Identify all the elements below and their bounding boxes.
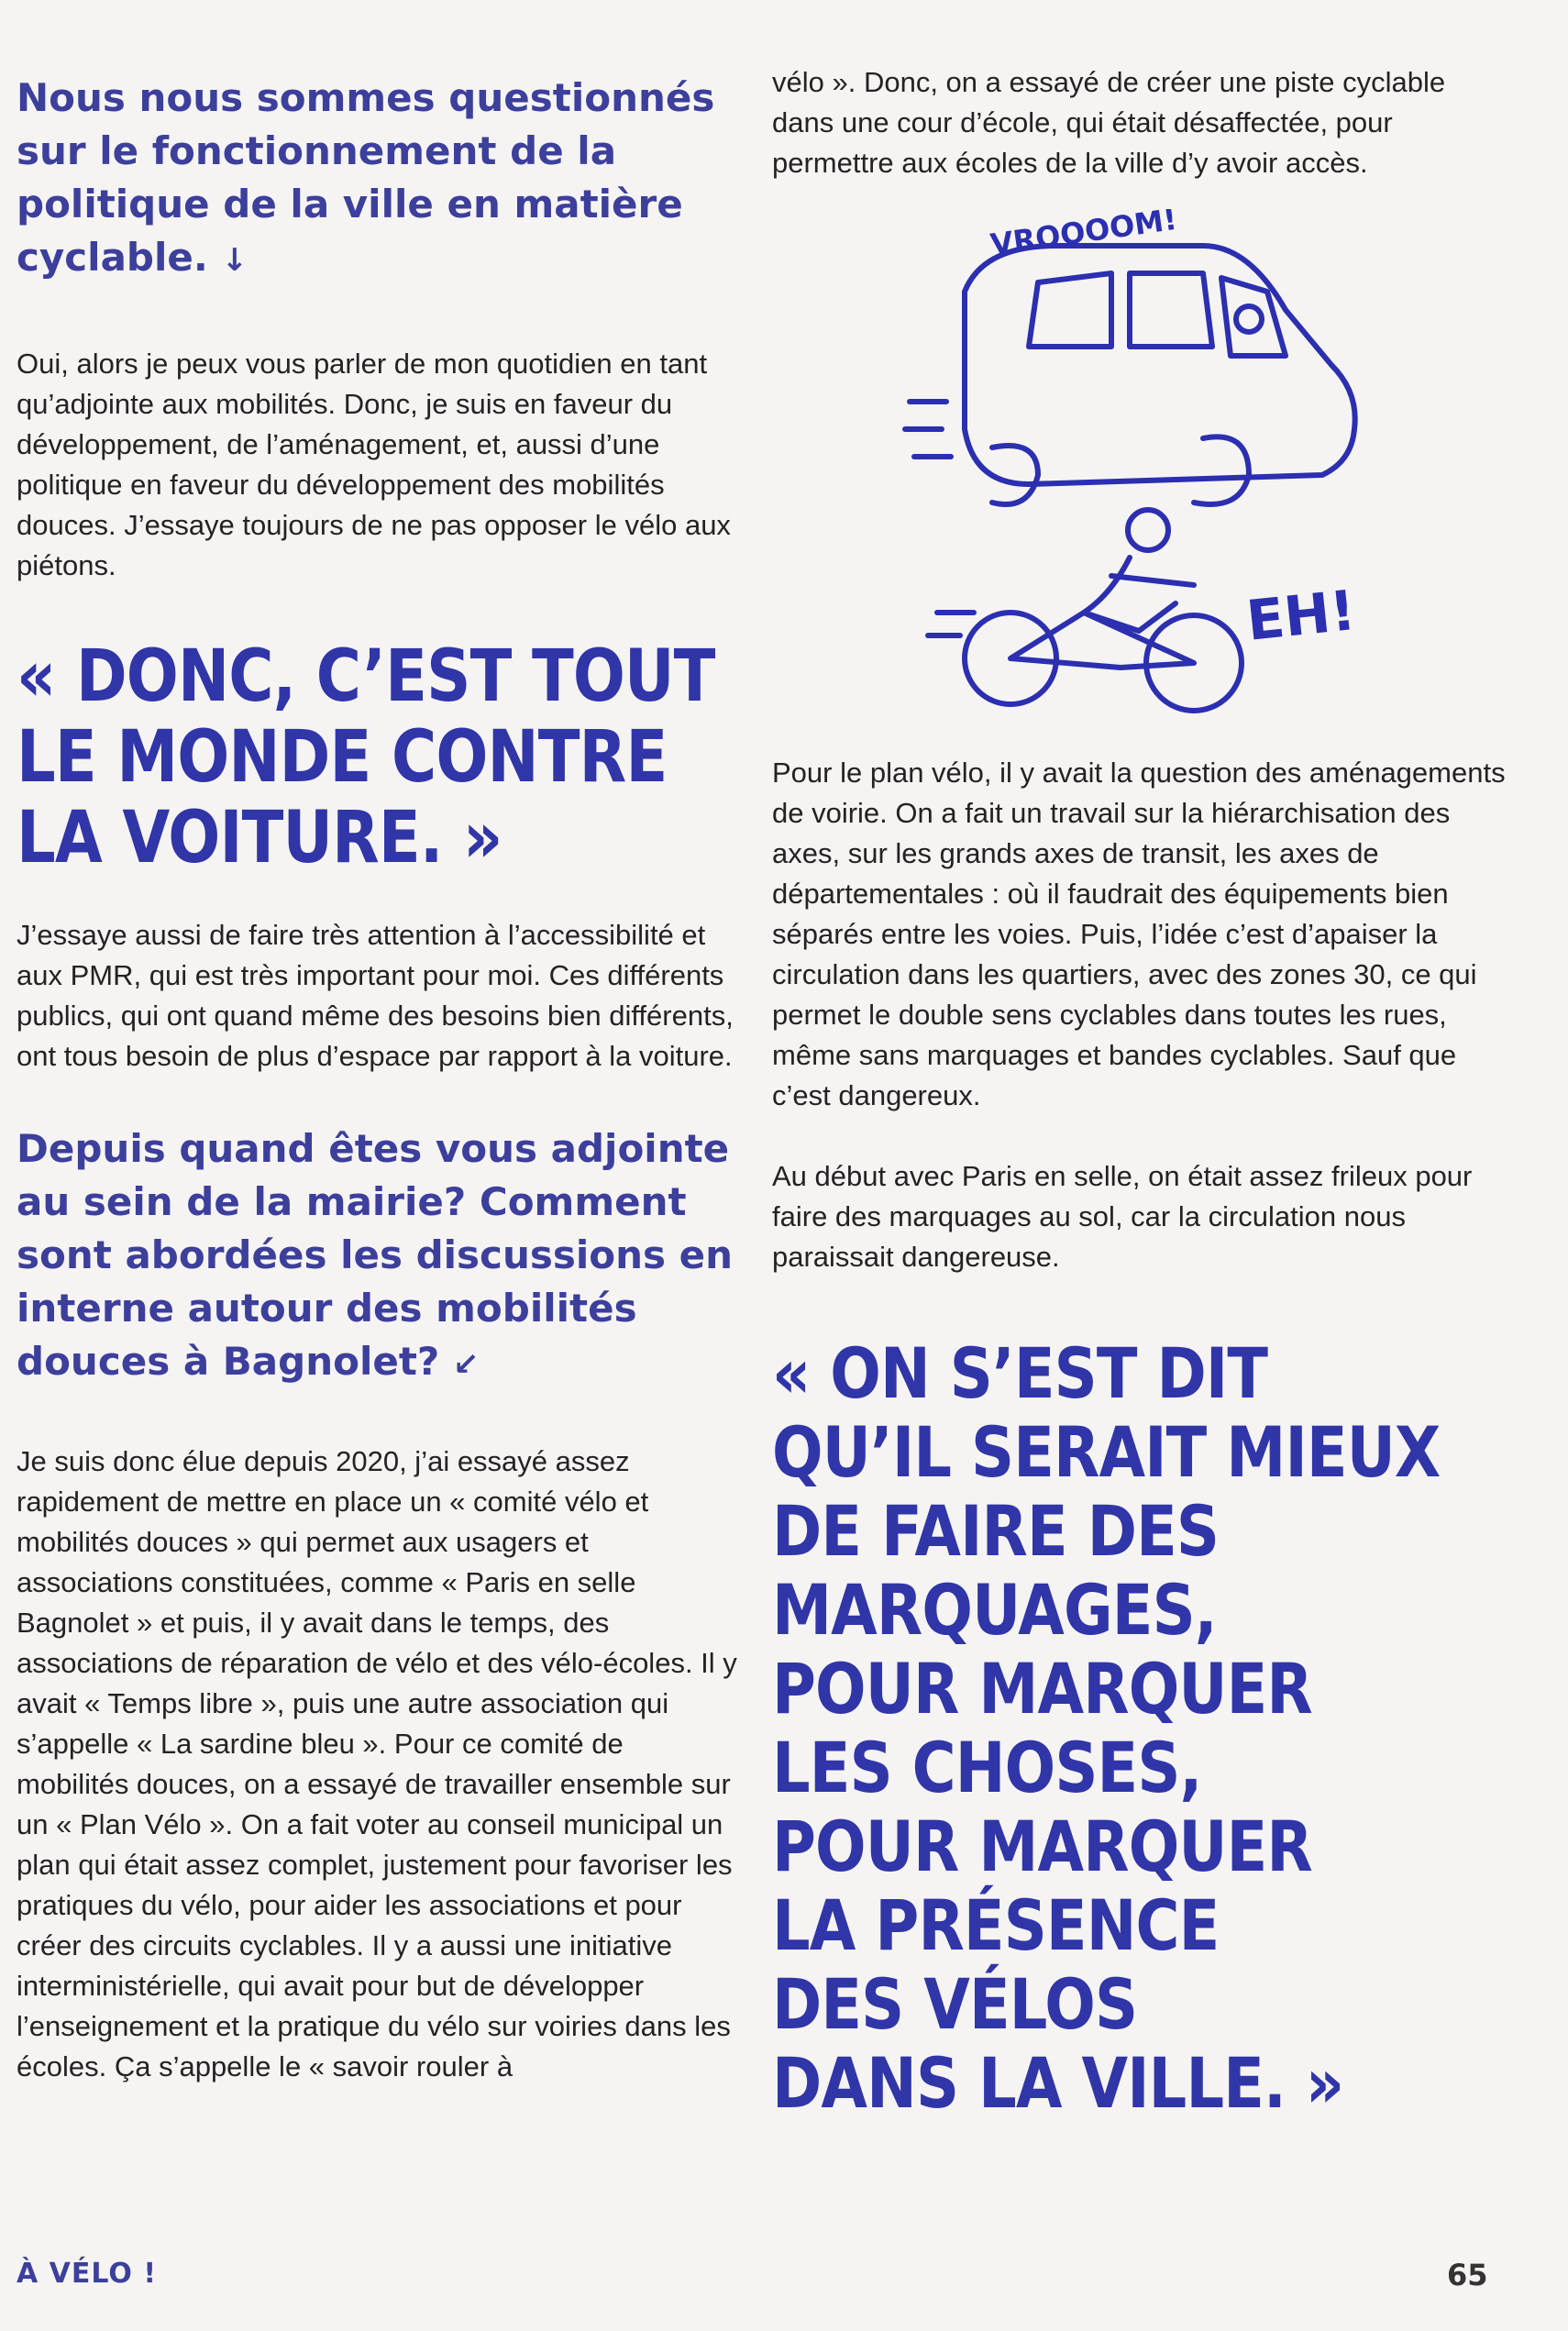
pull-quote-2 [772, 1332, 1441, 2124]
pull-quote-1-line-1: « DONC, C’EST TOUT [17, 635, 715, 718]
answer-paragraph-2: J’essaye aussi de faire très attention à l’accessibilité et aux PMR, qui est très important pour moi. Ces différents publics, qui ont quand même des besoins bien différents, ont tous besoin de plus d’espace par rapport à la voiture. [17, 919, 734, 1072]
right-paragraph-1: vélo ». Donc, on a essayé de créer une piste cyclable dans une cour d’école, qui était désaffectée, pour permettre aux écoles de la ville d’y avoir accès. [772, 66, 1446, 179]
pull-quote-2-line-4: MARQUAGES, [772, 1569, 1217, 1651]
cyclist-arm [1111, 576, 1194, 585]
arrow-down-left-icon: ↙ [452, 1346, 480, 1383]
pull-quote-2-line-5: POUR MARQUER [772, 1648, 1312, 1729]
pull-quote-2-line-1: « ON S’EST DIT [772, 1332, 1268, 1414]
pull-quote-2-line-3: DE FAIRE DES [772, 1490, 1220, 1572]
car-window-2 [1130, 273, 1212, 347]
pull-quote-2-line-2: QU’IL SERAIT MIEUX [772, 1411, 1441, 1493]
pull-quote-2-line-8: LA PRÉSENCE [772, 1884, 1220, 1966]
right-paragraph-3: Au début avec Paris en selle, on était assez frileux pour faire des marquages au sol, car la circulation nous paraissait dangereuse. [772, 1160, 1473, 1273]
question-1-text: Nous nous sommes questionnés sur le fonctionnement de la politique de la ville en matière cyclable. [17, 75, 715, 280]
right-paragraph-2: Pour le plan vélo, il y avait la question des aménagements de voirie. On a fait un travail sur la hiérarchisation des axes, sur les grands axes de transit, les axes de départementales : où il faudrait des équipements bien séparés entre les voies. Puis, l’idée c’est d’apaiser la circulation dans les quartiers, avec des zones 30, ce qui permet le double sens cyclables dans toutes les rues, même sans marquages et bandes cyclables. Sauf que c’est dangereux. [772, 757, 1506, 1111]
pull-quote-2-line-6: LES CHOSES, [772, 1727, 1202, 1808]
question-2 [17, 1122, 741, 1391]
pull-quote-2-line-7: POUR MARQUER [772, 1806, 1312, 1887]
car-and-bike-drawing-icon [900, 209, 1377, 723]
right-column [772, 62, 1506, 2123]
left-column [17, 72, 741, 2087]
car-window-1 [1029, 273, 1111, 347]
magazine-name: À VÉLO ! [17, 2258, 158, 2290]
pull-quote-1 [17, 635, 715, 879]
car-wheel-2 [1194, 436, 1249, 504]
pull-quote-1-line-2: LE MONDE CONTRE [17, 716, 668, 799]
answer-paragraph-3: Je suis donc élue depuis 2020, j’ai essayé assez rapidement de mettre en place un « comité vélo et mobilités douces » qui permet aux usagers et associations constituées, comme « Paris en selle Bagnolet » et puis, il y avait dans le temps, des associations de réparation de vélo et des vélo-écoles. Il y avait « Temps libre », puis une autre association qui s’appelle « La sardine bleu ». Pour ce comité de mobilités douces, on a essayé de travailler ensemble sur un « Plan Vélo ». On a fait voter au conseil municipal un plan qui était assez complet, justement pour favoriser les pratiques du vélo, pour aider les associations et pour créer des circuits cyclables. Il y a aussi une initiative interministérielle, qui avait pour but de développer l’enseignement et la pratique du vélo sur voiries dans les écoles. Ça s’appelle le « savoir rouler à [17, 1445, 737, 2082]
answer-paragraph-1: Oui, alors je peux vous parler de mon quotidien en tant qu’adjointe aux mobilités. Donc, je suis en faveur du développement, de l’aménagement, et, aussi d’une politique en faveur du développement des mobilités douces. J’essaye toujours de ne pas opposer le vélo aux piétons. [17, 348, 731, 581]
sound-vroom: VROOOOM! [988, 209, 1179, 262]
sound-eh: EH! [1243, 578, 1359, 654]
pull-quote-2-line-9: DES VÉLOS [772, 1963, 1138, 2045]
car-wheel-1 [992, 446, 1038, 504]
driver-head [1236, 306, 1262, 332]
page-number: 65 [1447, 2258, 1488, 2292]
pull-quote-2-line-10: DANS LA VILLE. » [772, 2042, 1344, 2124]
question-2-text: Depuis quand êtes vous adjointe au sein de la mairie? Comment sont abordées les discussions en interne autour des mobilités douces à Bagnolet? [17, 1126, 733, 1384]
cyclist-head [1128, 510, 1168, 550]
arrow-down-icon: ↓ [221, 242, 248, 279]
question-1 [17, 72, 741, 287]
car-window-3 [1221, 278, 1286, 356]
pull-quote-1-line-3: LA VOITURE. » [17, 797, 502, 879]
